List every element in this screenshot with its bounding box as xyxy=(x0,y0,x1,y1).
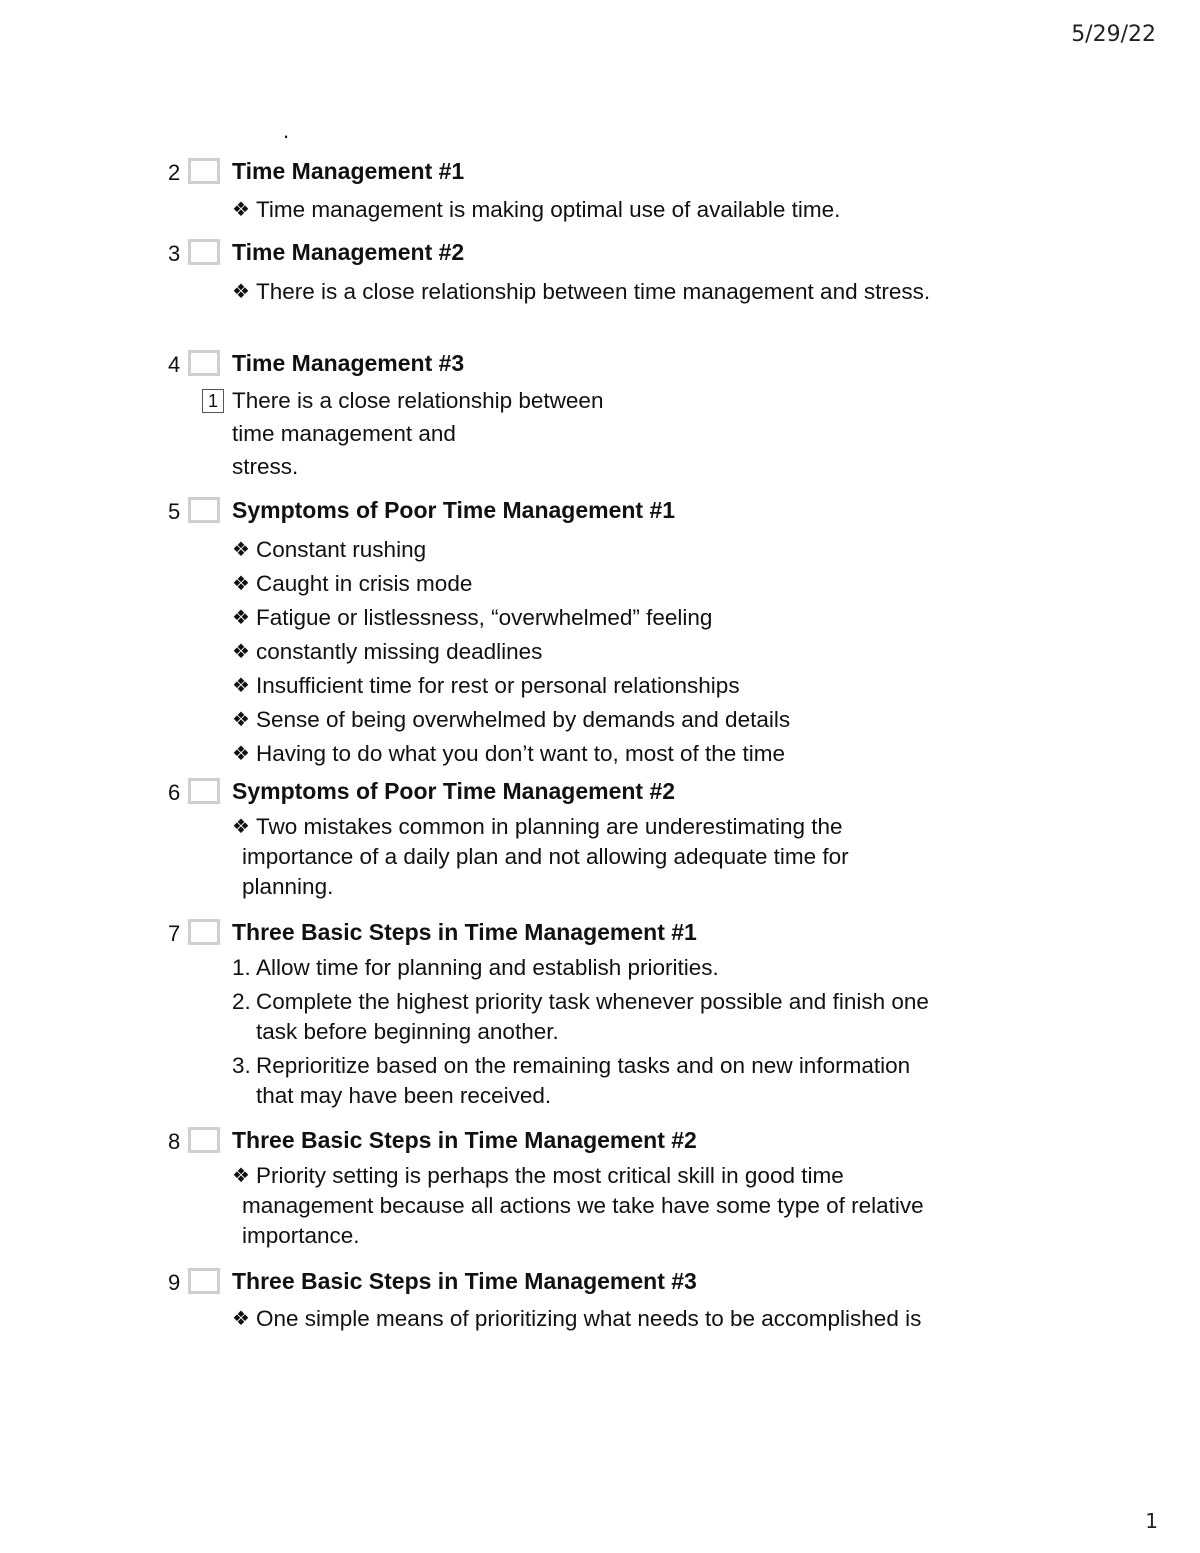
slide-title: Symptoms of Poor Time Management #1 xyxy=(232,497,676,523)
slide-title: Time Management #2 xyxy=(232,239,465,265)
slide-thumbnail-box xyxy=(188,158,220,184)
step-continuation: that may have been received. xyxy=(256,1083,552,1108)
bullet-line: ❖ Two mistakes common in planning are underestimating the xyxy=(232,812,1068,842)
slide-bullets xyxy=(232,533,1068,771)
slide-title: Three Basic Steps in Time Management #2 xyxy=(232,1127,697,1153)
bullet-line: ❖ Constant rushing xyxy=(232,533,1068,567)
slide-number: 8 xyxy=(168,1129,181,1154)
slide-number: 5 xyxy=(168,499,181,524)
step-number: 1. xyxy=(232,955,251,980)
page-number: 1 xyxy=(1145,1509,1158,1533)
slide-number: 3 xyxy=(168,241,181,266)
slide-8 xyxy=(168,1127,1068,1251)
diamond-bullet-icon: ❖ xyxy=(232,281,250,303)
slide-5 xyxy=(168,497,1068,771)
slide-title: Time Management #3 xyxy=(232,350,465,376)
slide-thumbnail-box xyxy=(188,1127,220,1153)
slide-title: Three Basic Steps in Time Management #3 xyxy=(232,1268,697,1294)
slide-number: 7 xyxy=(168,921,181,946)
slide-title: Symptoms of Poor Time Management #2 xyxy=(232,778,676,804)
slide-thumbnail-box xyxy=(188,778,220,804)
text-line: There is a close relationship between xyxy=(232,388,604,413)
step-item: 2. Complete the highest priority task whenever possible and finish one xyxy=(232,987,1068,1017)
text-line: time management and xyxy=(232,421,456,446)
slide-thumbnail-box xyxy=(188,497,220,523)
diamond-bullet-icon: ❖ xyxy=(232,1165,250,1187)
slide-title: Three Basic Steps in Time Management #1 xyxy=(232,919,697,945)
bullet-line: ❖ constantly missing deadlines xyxy=(232,635,1068,669)
diamond-bullet-icon: ❖ xyxy=(232,607,250,629)
bullet-line: ❖ Priority setting is perhaps the most critical skill in good time xyxy=(232,1161,1068,1191)
slide-9 xyxy=(168,1268,1068,1336)
slide-thumbnail-box xyxy=(188,919,220,945)
diamond-bullet-icon: ❖ xyxy=(232,573,250,595)
diamond-bullet-icon: ❖ xyxy=(232,675,250,697)
stray-mark: . xyxy=(283,118,290,143)
slide-thumbnail-box xyxy=(188,1268,220,1294)
bullet-line: ❖ Sense of being overwhelmed by demands and details xyxy=(232,703,1068,737)
slide-6 xyxy=(168,778,1068,902)
bullet-line: ❖ Insufficient time for rest or personal relationships xyxy=(232,669,1068,703)
document-date: 5/29/22 xyxy=(1071,22,1156,47)
slide-bullets xyxy=(232,193,1068,227)
diamond-bullet-icon: ❖ xyxy=(232,816,250,838)
diamond-bullet-icon: ❖ xyxy=(232,709,250,731)
slide-4 xyxy=(168,350,1068,483)
slide-bullets xyxy=(232,1302,1068,1336)
slide-2 xyxy=(168,158,1068,227)
step-item: 3. Reprioritize based on the remaining tasks and on new information xyxy=(232,1051,1068,1081)
bullet-continuation: importance. xyxy=(242,1223,360,1248)
bullet-line: ❖ There is a close relationship between time management and stress. xyxy=(232,275,1068,309)
step-number: 3. xyxy=(232,1053,251,1078)
bullet-line: ❖ One simple means of prioritizing what needs to be accomplished is xyxy=(232,1302,1068,1336)
slide-number: 4 xyxy=(168,352,181,377)
text-line: stress. xyxy=(232,454,299,479)
step-item: 1. Allow time for planning and establish priorities. xyxy=(232,953,1068,983)
diamond-bullet-icon: ❖ xyxy=(232,641,250,663)
slide-bullets xyxy=(232,1161,1068,1251)
bullet-continuation: planning. xyxy=(242,874,334,899)
slide-bullets xyxy=(232,275,1068,309)
slide-number: 9 xyxy=(168,1270,181,1295)
step-continuation: task before beginning another. xyxy=(256,1019,559,1044)
slide-7 xyxy=(168,919,1068,1111)
diamond-bullet-icon: ❖ xyxy=(232,1308,250,1330)
bullet-line: ❖ Fatigue or listlessness, “overwhelmed” feeling xyxy=(232,601,1068,635)
slide-thumbnail-box xyxy=(188,350,220,376)
slide-number: 6 xyxy=(168,780,181,805)
slide-number: 2 xyxy=(168,160,181,185)
slide-bullets xyxy=(207,384,1068,483)
bullet-line: ❖ Having to do what you don’t want to, most of the time xyxy=(232,737,1068,771)
slide-title: Time Management #1 xyxy=(232,158,465,184)
numbered-steps xyxy=(232,953,1068,1111)
sub-item-number-box: 1 xyxy=(202,389,224,413)
bullet-line: ❖ Time management is making optimal use of available time. xyxy=(232,193,1068,227)
bullet-continuation: importance of a daily plan and not allowing adequate time for xyxy=(242,844,849,869)
bullet-line: ❖ Caught in crisis mode xyxy=(232,567,1068,601)
diamond-bullet-icon: ❖ xyxy=(232,539,250,561)
diamond-bullet-icon: ❖ xyxy=(232,199,250,221)
diamond-bullet-icon: ❖ xyxy=(232,743,250,765)
step-number: 2. xyxy=(232,989,251,1014)
bullet-continuation: management because all actions we take have some type of relative xyxy=(242,1193,924,1218)
slide-thumbnail-box xyxy=(188,239,220,265)
slide-bullets xyxy=(232,812,1068,902)
slide-3 xyxy=(168,239,1068,309)
